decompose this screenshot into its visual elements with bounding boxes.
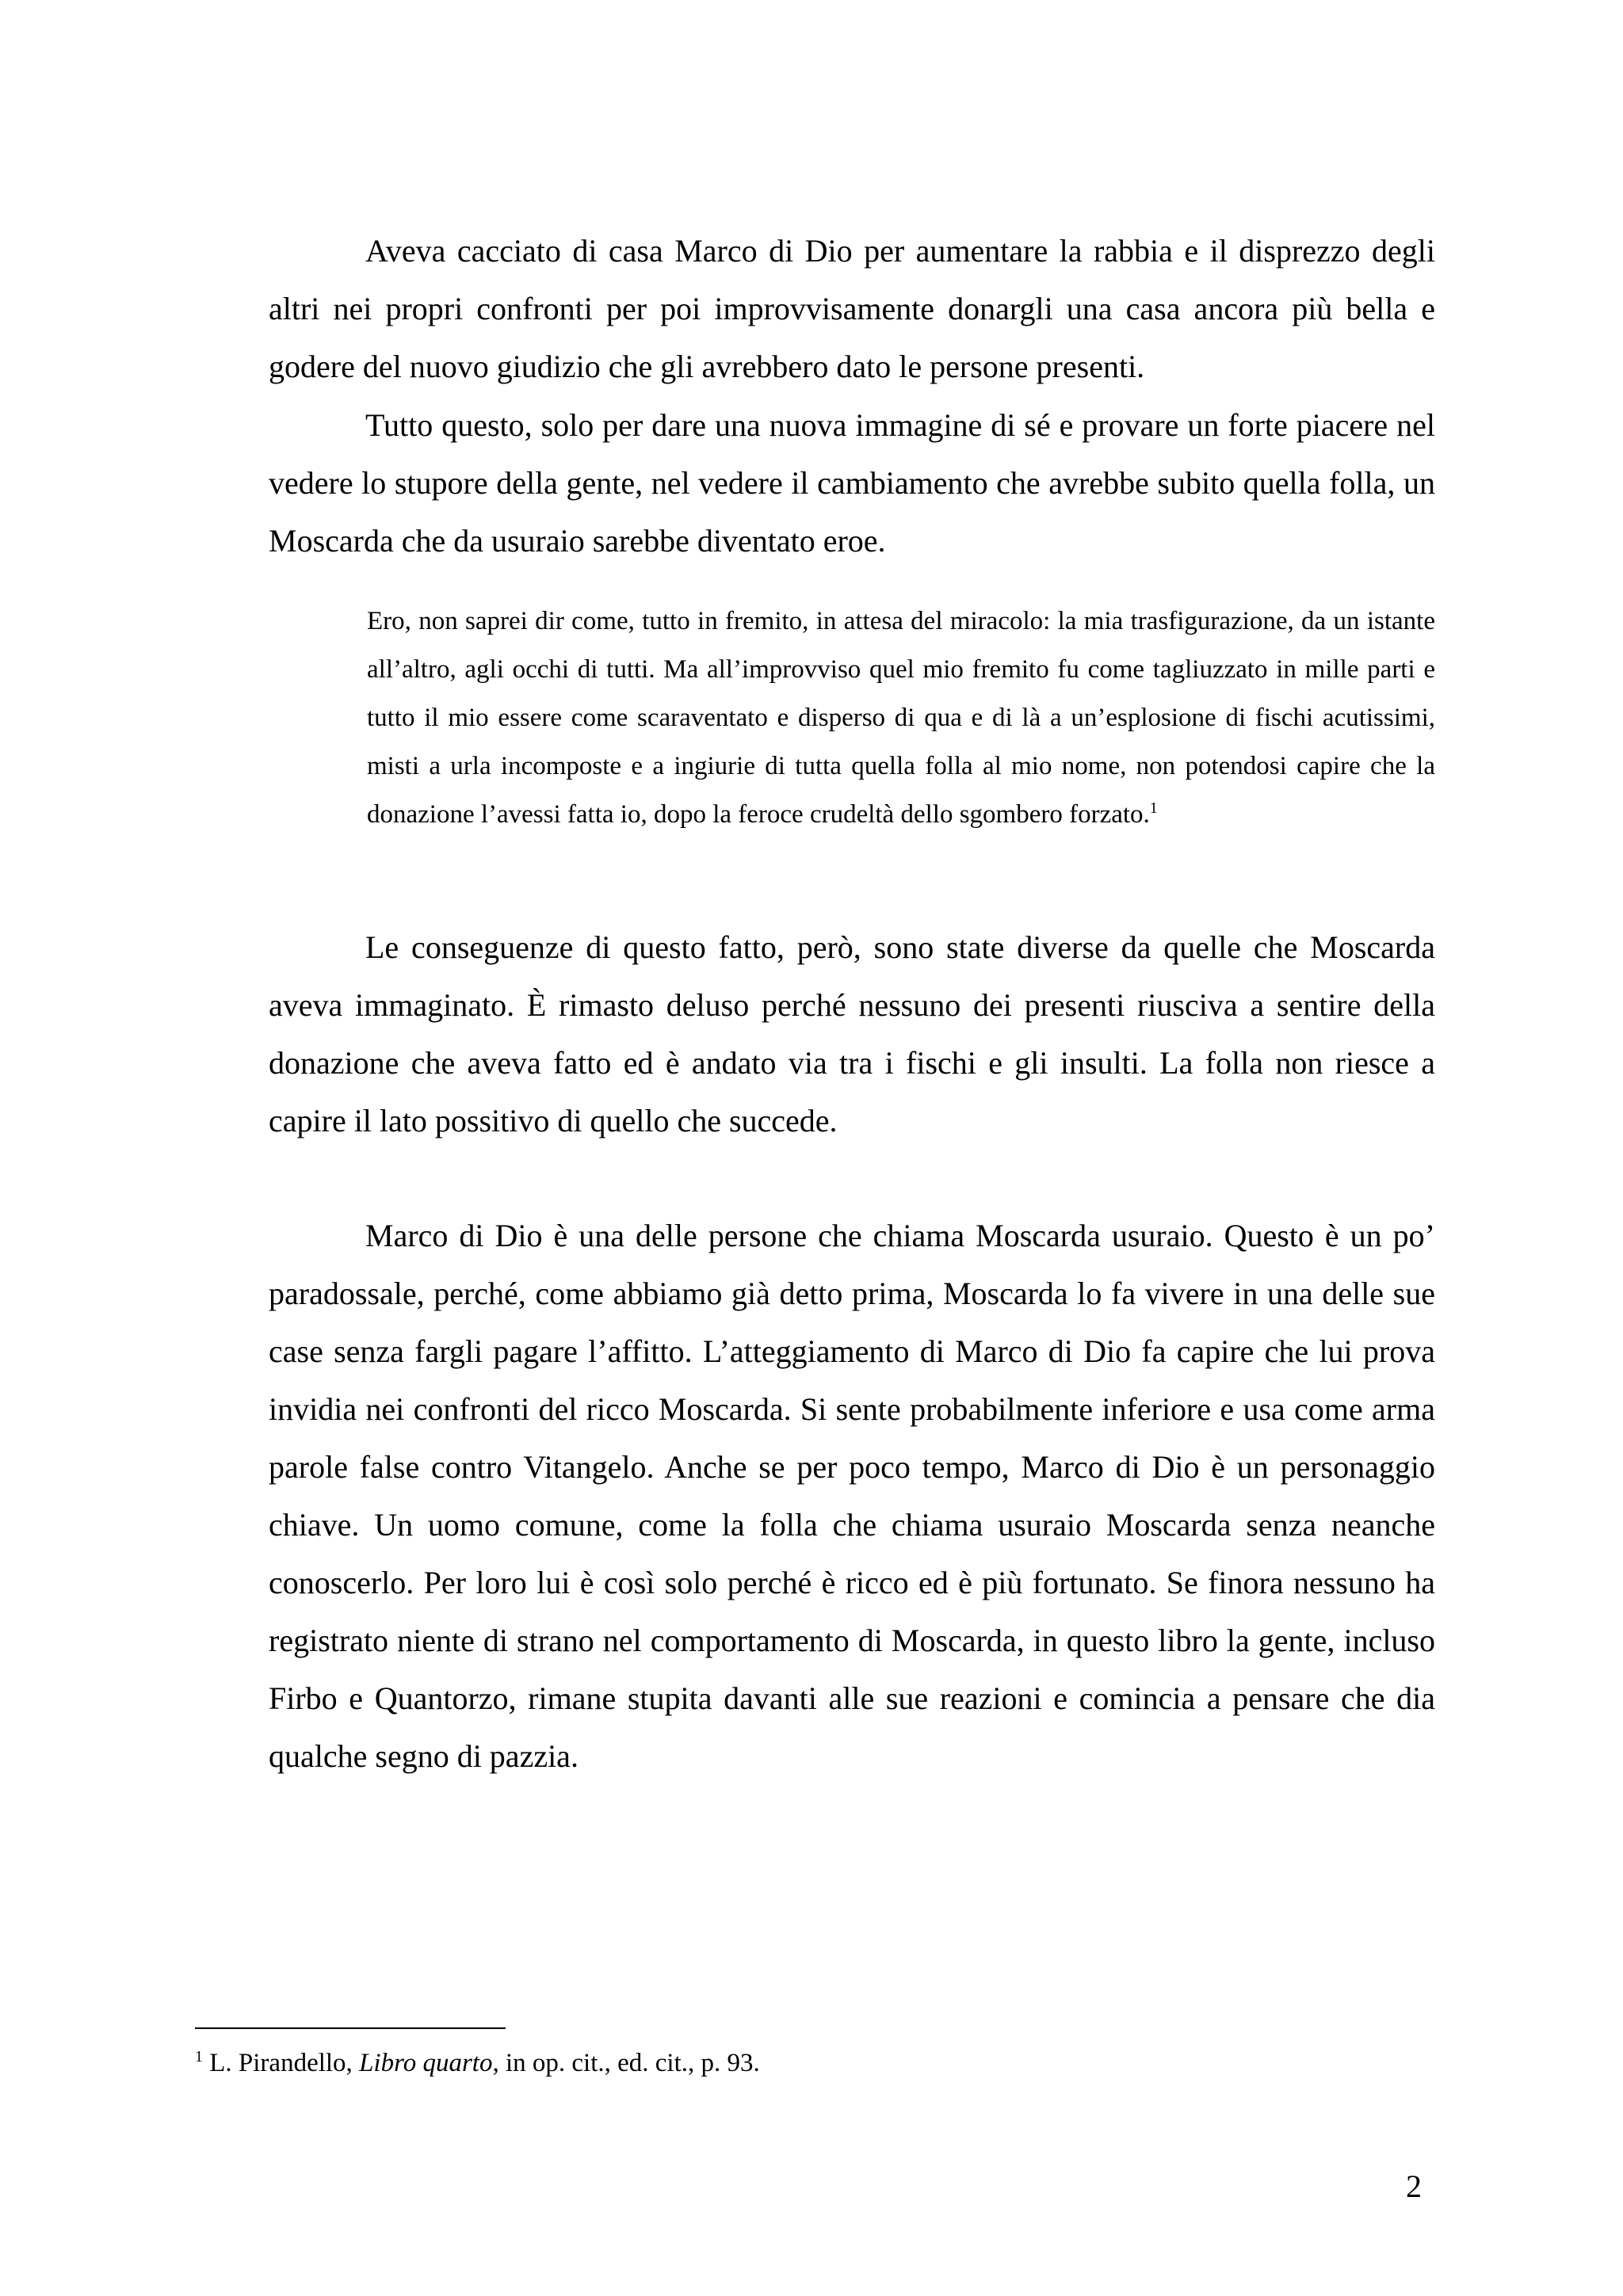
body-paragraph-1: Aveva cacciato di casa Marco di Dio per aumentare la rabbia e il disprezzo degli altri nei propri confronti per poi improvvisamente donargli una casa ancora più bella e godere del nuovo giudizio che gli avrebbero dato le persone presenti. (269, 233, 1435, 384)
footnote-title: Libro quarto (359, 2049, 493, 2077)
footnote-reference: 1 (1149, 799, 1158, 817)
footnote-separator (195, 2027, 506, 2029)
body-paragraph-2: Tutto questo, solo per dare una nuova immagine di sé e provare un forte piacere nel vedere lo stupore della gente, nel vedere il cambiamento che avrebbe subito quella folla, un Moscarda che da usuraio sarebbe diventato eroe. (269, 407, 1435, 559)
body-paragraph-3: Le conseguenze di questo fatto, però, sono state diverse da quelle che Moscarda aveva immaginato. È rimasto deluso perché nessuno dei presenti riusciva a sentire della donazione che aveva fatto ed è andato via tra i fischi e gli insulti. La folla non riesce a capire il lato possitivo di quello che succede. (269, 929, 1435, 1138)
body-paragraph-4: Marco di Dio è una delle persone che chiama Moscarda usuraio. Questo è un po’ paradossale, perché, come abbiamo già detto prima, Moscarda lo fa vivere in una delle sue case senza fargli pagare l’affitto. L’atteggiamento di Marco di Dio fa capire che lui prova invidia nei confronti del ricco Moscarda. Si sente probabilmente inferiore e usa come arma parole false contro Vitangelo. Anche se per poco tempo, Marco di Dio è un personaggio chiave. Un uomo comune, come la folla che chiama usuraio Moscarda senza neanche conoscerlo. Per loro lui è così solo perché è ricco ed è più fortunato. Se finora nessuno ha registrato niente di strano nel comportamento di Moscarda, in questo libro la gente, incluso Firbo e Quantorzo, rimane stupita davanti alle sue reazioni e comincia a pensare che dia qualche segno di pazzia. (269, 1218, 1435, 1774)
footnote-citation: , in op. cit., ed. cit., p. 93. (492, 2049, 760, 2077)
block-quotation (367, 597, 1435, 839)
footnote-author: L. Pirandello, (209, 2049, 360, 2077)
footnote-number: 1 (195, 2048, 203, 2065)
footnote (195, 2046, 760, 2081)
page-number: 2 (1406, 2168, 1422, 2204)
quotation-text: Ero, non saprei dir come, tutto in fremito, in attesa del miracolo: la mia trasfigurazione, da un istante all’altro, agli occhi di tutti. Ma all’improvviso quel mio fremito fu come tagliuzzato in mille parti e tutto il mio essere come scaraventato e disperso di qua e di là a un’esplosione di fischi acutissimi, misti a urla incomposte e a ingiurie di tutta quella folla al mio nome, non potendosi capire che la donazione l’avessi fatta io, dopo la feroce crudeltà dello sgombero forzato. (367, 607, 1435, 829)
